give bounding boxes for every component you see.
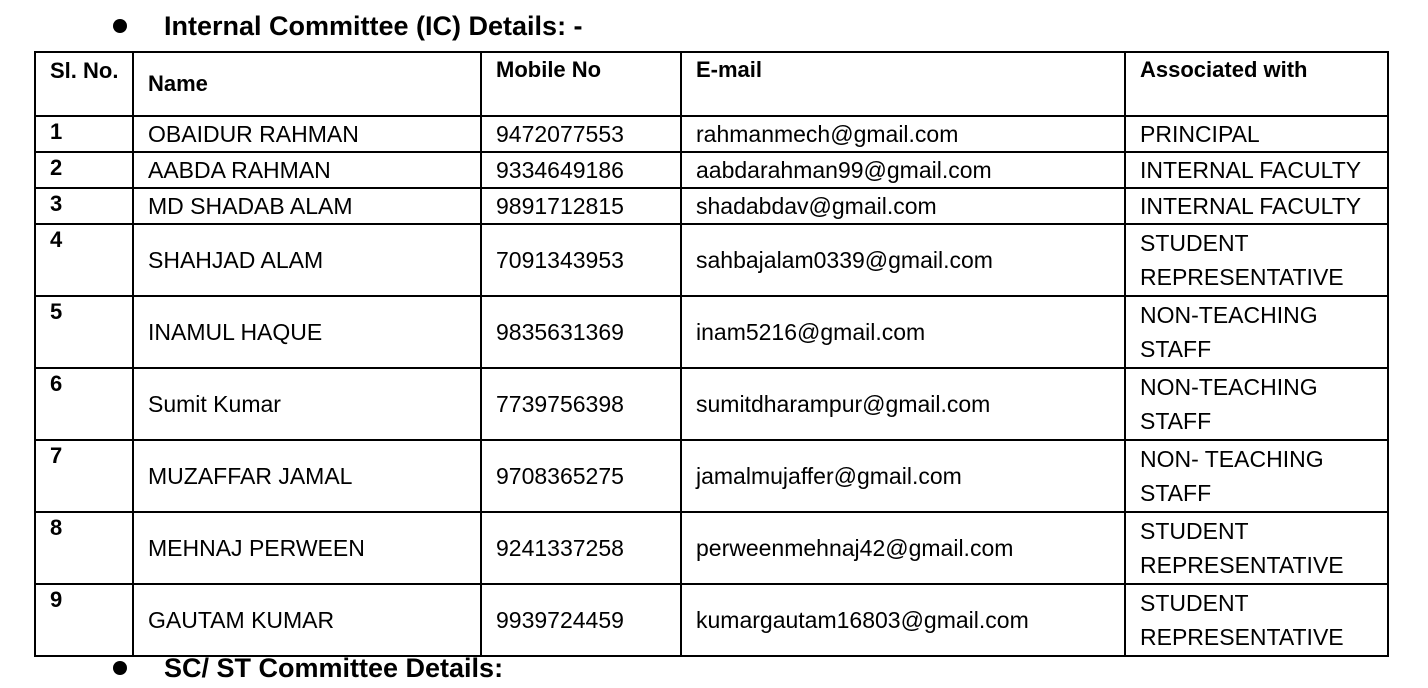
cell-email: sumitdharampur@gmail.com <box>681 368 1125 440</box>
section-heading-ic <box>106 6 583 46</box>
cell-mobile: 9241337258 <box>481 512 681 584</box>
table-row <box>35 512 1388 584</box>
cell-sl-no: 5 <box>35 296 133 368</box>
header-associated: Associated with <box>1125 52 1388 116</box>
cell-name: SHAHJAD ALAM <box>133 224 481 296</box>
cell-associated: NON-TEACHING STAFF <box>1125 368 1388 440</box>
cell-name: INAMUL HAQUE <box>133 296 481 368</box>
cell-sl-no: 7 <box>35 440 133 512</box>
table-row <box>35 296 1388 368</box>
header-email: E-mail <box>681 52 1125 116</box>
section-heading-sc-st <box>106 648 503 688</box>
header-name: Name <box>133 52 481 116</box>
cell-mobile: 9472077553 <box>481 116 681 152</box>
cell-sl-no: 4 <box>35 224 133 296</box>
cell-email: kumargautam16803@gmail.com <box>681 584 1125 656</box>
bullet-icon <box>113 19 127 33</box>
header-sl-no: Sl. No. <box>35 52 133 116</box>
cell-sl-no: 9 <box>35 584 133 656</box>
cell-associated: PRINCIPAL <box>1125 116 1388 152</box>
section-heading-text: SC/ ST Committee Details: <box>164 652 504 683</box>
table-row <box>35 188 1388 224</box>
table-row <box>35 152 1388 188</box>
cell-associated: STUDENT REPRESENTATIVE <box>1125 224 1388 296</box>
cell-sl-no: 1 <box>35 116 133 152</box>
cell-associated: NON-TEACHING STAFF <box>1125 296 1388 368</box>
table-header-row <box>35 52 1388 116</box>
cell-email: jamalmujaffer@gmail.com <box>681 440 1125 512</box>
cell-mobile: 9939724459 <box>481 584 681 656</box>
table-row <box>35 116 1388 152</box>
cell-name: GAUTAM KUMAR <box>133 584 481 656</box>
cell-name: OBAIDUR RAHMAN <box>133 116 481 152</box>
cell-sl-no: 6 <box>35 368 133 440</box>
table-row <box>35 368 1388 440</box>
cell-name: Sumit Kumar <box>133 368 481 440</box>
cell-name: MEHNAJ PERWEEN <box>133 512 481 584</box>
cell-associated: INTERNAL FACULTY <box>1125 152 1388 188</box>
cell-email: inam5216@gmail.com <box>681 296 1125 368</box>
table-row <box>35 224 1388 296</box>
cell-mobile: 7091343953 <box>481 224 681 296</box>
header-mobile: Mobile No <box>481 52 681 116</box>
cell-name: AABDA RAHMAN <box>133 152 481 188</box>
cell-associated: STUDENT REPRESENTATIVE <box>1125 584 1388 656</box>
cell-email: sahbajalam0339@gmail.com <box>681 224 1125 296</box>
cell-email: perweenmehnaj42@gmail.com <box>681 512 1125 584</box>
cell-mobile: 9708365275 <box>481 440 681 512</box>
cell-associated: NON- TEACHING STAFF <box>1125 440 1388 512</box>
section-heading-text: Internal Committee (IC) Details: - <box>164 10 583 41</box>
cell-email: rahmanmech@gmail.com <box>681 116 1125 152</box>
cell-mobile: 9334649186 <box>481 152 681 188</box>
cell-sl-no: 3 <box>35 188 133 224</box>
cell-email: shadabdav@gmail.com <box>681 188 1125 224</box>
cell-name: MUZAFFAR JAMAL <box>133 440 481 512</box>
bullet-icon <box>113 661 127 675</box>
cell-mobile: 9891712815 <box>481 188 681 224</box>
cell-mobile: 9835631369 <box>481 296 681 368</box>
table-row <box>35 584 1388 656</box>
cell-email: aabdarahman99@gmail.com <box>681 152 1125 188</box>
cell-mobile: 7739756398 <box>481 368 681 440</box>
ic-committee-table <box>34 51 1389 657</box>
table-row <box>35 440 1388 512</box>
cell-sl-no: 8 <box>35 512 133 584</box>
cell-associated: STUDENT REPRESENTATIVE <box>1125 512 1388 584</box>
cell-associated: INTERNAL FACULTY <box>1125 188 1388 224</box>
cell-sl-no: 2 <box>35 152 133 188</box>
cell-name: MD SHADAB ALAM <box>133 188 481 224</box>
